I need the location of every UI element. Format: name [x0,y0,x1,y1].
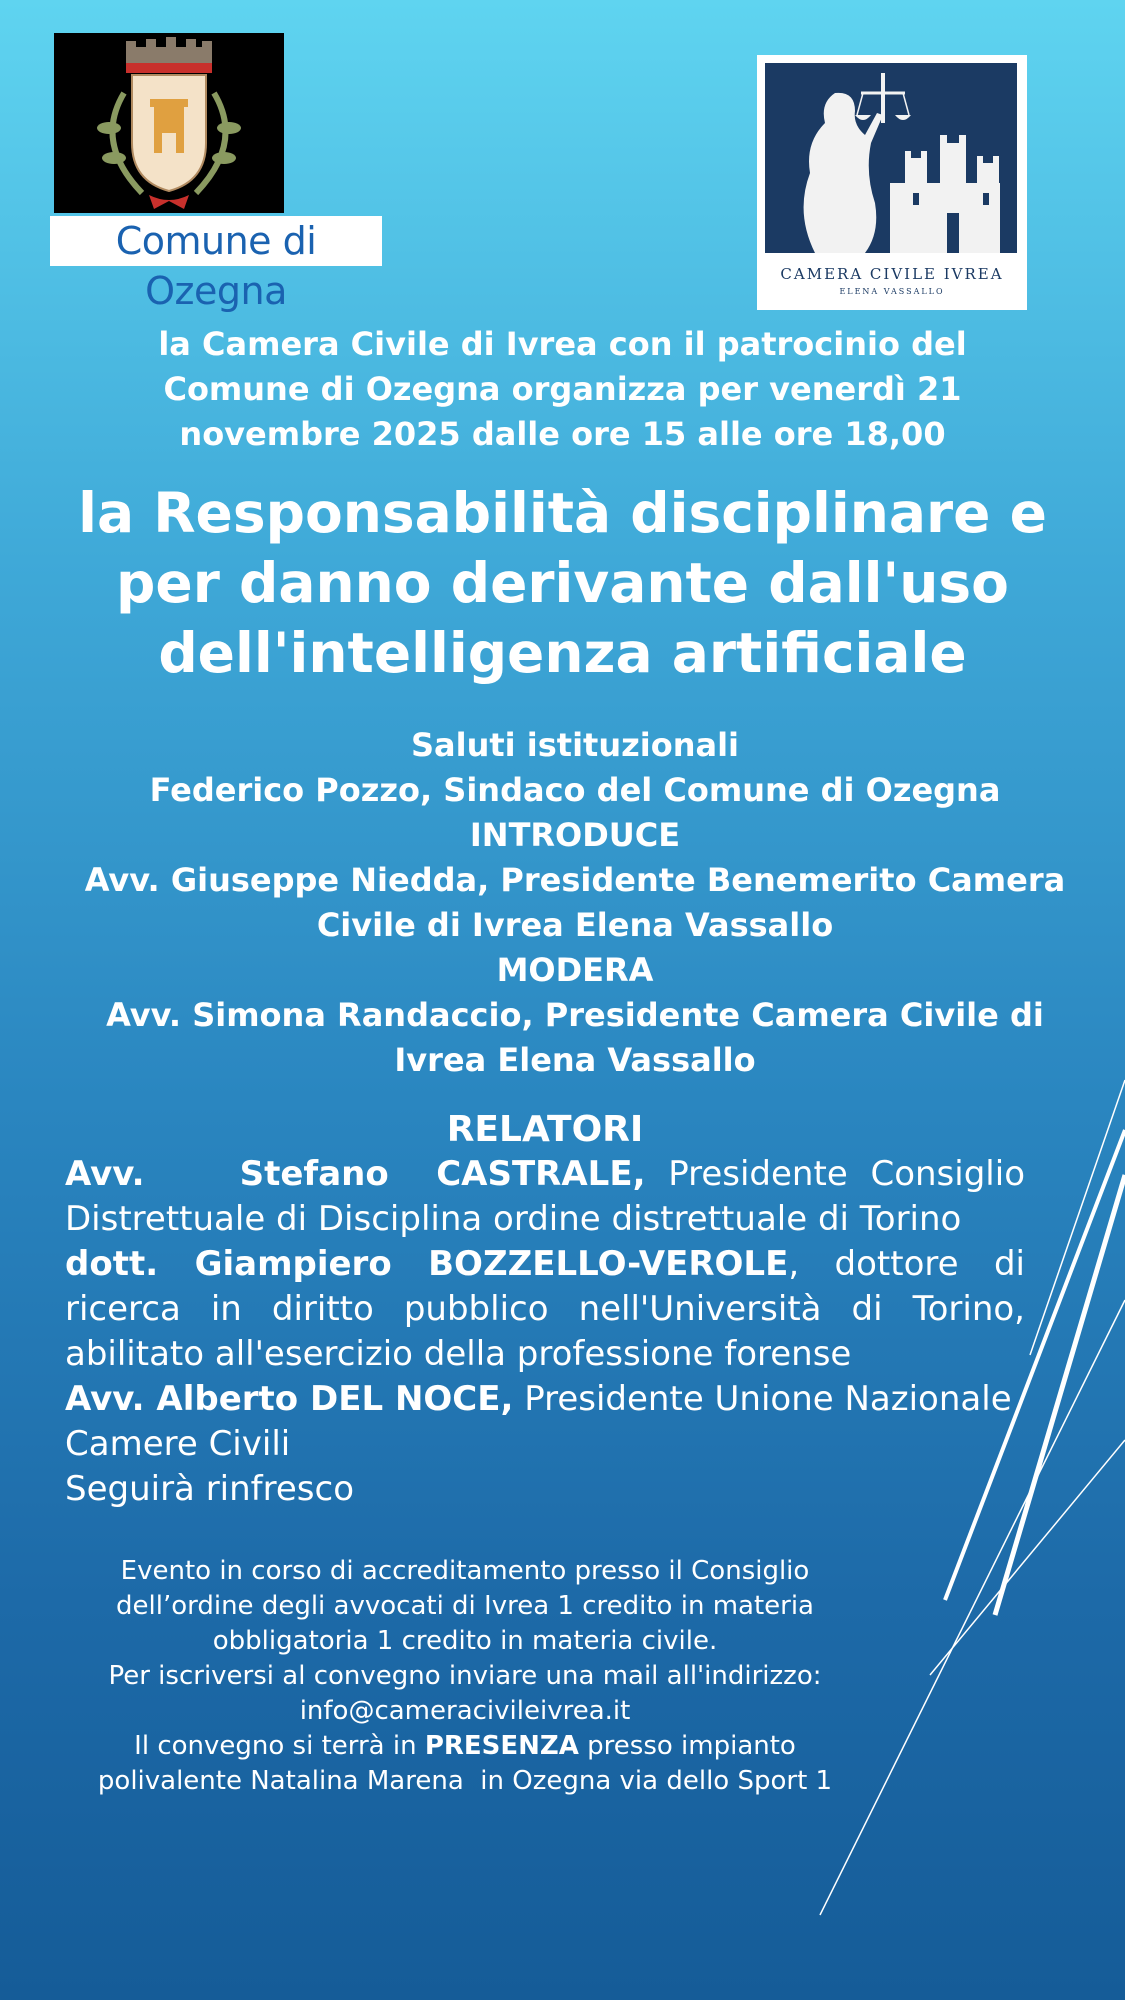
program-line: Avv. Giuseppe Niedda, Presidente Benemerito Camera [84,861,1066,899]
speaker-3-line-1 [65,1377,1025,1422]
speakers-list [65,1152,1025,1512]
contact-email: info@cameracivileivrea.it [299,1696,631,1726]
program-heading-introduce: INTRODUCE [469,816,681,854]
venue-address: polivalente Natalina Marena in Ozegna via dello Sport 1 [97,1766,833,1796]
camera-logo-name: CAMERA CIVILE IVREA [780,265,1004,283]
closing-note: Seguirà rinfresco [65,1469,354,1509]
program-line: Ivrea Elena Vassallo [394,1041,756,1079]
title-line: la Responsabilità disciplinare e [78,481,1047,545]
speaker-role: Presidente Consiglio [668,1154,1025,1194]
event-title [60,478,1065,688]
program-line: Federico Pozzo, Sindaco del Comune di Ozegna [149,771,1001,809]
footer-line: obbligatoria 1 credito in materia civile. [212,1626,718,1656]
venue-suffix: presso impianto [578,1731,796,1761]
program-line: Avv. Simona Randaccio, Presidente Camera Civile di [106,996,1044,1034]
speaker-role: Presidente Unione Nazionale [524,1379,1012,1419]
title-line: per danno derivante dall'uso [116,551,1009,615]
intro-line: la Camera Civile di Ivrea con il patrocinio del [158,325,967,363]
speaker-name: dott. Giampiero BOZZELLO-VEROLE [65,1244,789,1284]
speaker-2-line-1 [65,1242,1025,1287]
event-intro [110,322,1015,457]
footer-line: Evento in corso di accreditamento presso il Consiglio [120,1556,810,1586]
camera-logo-subname: ELENA VASSALLO [839,287,945,296]
intro-line: Comune di Ozegna organizza per venerdì 21 [163,370,962,408]
program-heading-saluti: Saluti istituzionali [410,726,740,764]
relatori-heading: RELATORI [446,1109,644,1150]
speaker-role: , dottore di [788,1244,1026,1284]
intro-line: novembre 2025 dalle ore 15 alle ore 18,00 [179,415,946,453]
speaker-role-continued: Camere Civili [65,1424,291,1464]
title-line: dell'intelligenza artificiale [158,621,967,685]
footer-line: Per iscriversi al convegno inviare una mail all'indirizzo: [108,1661,822,1691]
event-footer [60,1554,870,1799]
program-line: Civile di Ivrea Elena Vassallo [316,906,834,944]
speaker-name: Avv. Stefano CASTRALE, [65,1154,646,1194]
speaker-role-continued: Distrettuale di Disciplina ordine distrettuale di Torino [65,1199,962,1239]
speaker-role-continued: ricerca in diritto pubblico nell'Università di Torino, [65,1289,1025,1329]
comune-logo-label: Comune di Ozegna [50,216,382,266]
footer-line: dell’ordine degli avvocati di Ivrea 1 credito in materia [116,1591,814,1621]
venue-line [60,1729,870,1764]
speaker-name: Avv. Alberto DEL NOCE, [65,1379,514,1419]
speaker-role-continued: abilitato all'esercizio della professione forense [65,1334,852,1374]
program-heading-modera: MODERA [496,951,654,989]
speaker-1-line-1 [65,1152,1025,1197]
venue-prefix: Il convegno si terrà in [134,1731,425,1761]
venue-bold: PRESENZA [424,1731,579,1761]
event-program [40,723,1110,1083]
